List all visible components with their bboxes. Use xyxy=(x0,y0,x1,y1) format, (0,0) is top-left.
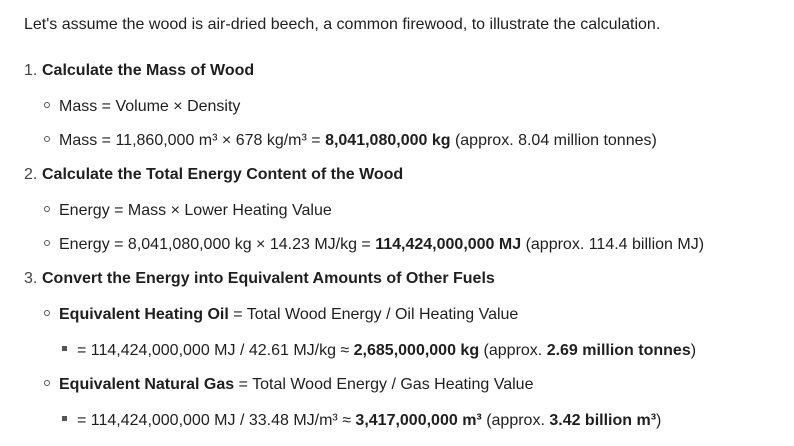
step-3-item-2-sub-mid: (approx. xyxy=(481,412,550,429)
step-3-item-2-sub-approx: 3.42 billion m³ xyxy=(549,412,657,429)
step-2-title: Calculate the Total Energy Content of the Wood xyxy=(42,166,404,183)
step-1-number: 1. xyxy=(24,62,38,79)
step-1-item-1-text: Mass = Volume × Density xyxy=(59,98,241,115)
step-2-number: 2. xyxy=(24,166,38,183)
step-3-item-2-sub-result: 3,417,000,000 m³ xyxy=(355,412,482,429)
step-3-item-1-sub-result: 2,685,000,000 kg xyxy=(353,342,480,359)
step-3-title: Convert the Energy into Equivalent Amounts of Other Fuels xyxy=(42,270,495,287)
step-3-number: 3. xyxy=(24,270,38,287)
step-2-item-1-text: Energy = Mass × Lower Heating Value xyxy=(59,202,332,219)
step-3-item-2-rest: = Total Wood Energy / Gas Heating Value xyxy=(234,376,534,393)
step-3-item-2-sub-post: ) xyxy=(656,412,662,429)
step-3-item-1-sub-mid: (approx. xyxy=(479,342,547,359)
step-3-heading xyxy=(24,268,495,290)
step-2-item-2 xyxy=(44,234,704,256)
step-1-heading xyxy=(24,60,254,82)
step-1-title: Calculate the Mass of Wood xyxy=(42,62,255,79)
step-1-item-2 xyxy=(44,130,657,152)
bullet-icon xyxy=(44,136,50,142)
step-3-item-1-sub-approx: 2.69 million tonnes xyxy=(546,342,691,359)
step-3-item-1 xyxy=(44,304,518,326)
bullet-icon xyxy=(44,380,50,386)
step-3-item-1-label: Equivalent Heating Oil xyxy=(59,306,229,323)
step-3-item-2 xyxy=(44,374,533,396)
intro-paragraph: Let's assume the wood is air-dried beech, a common firewood, to illustrate the calculation. xyxy=(24,16,661,33)
step-2-heading xyxy=(24,164,403,186)
bullet-icon xyxy=(44,206,50,212)
bullet-icon xyxy=(44,102,50,108)
step-3-item-2-label: Equivalent Natural Gas xyxy=(59,376,235,393)
step-2-item-2-pre: Energy = 8,041,080,000 kg × 14.23 MJ/kg = xyxy=(59,236,376,253)
step-3-item-1-sub-pre: = 114,424,000,000 MJ / 42.61 MJ/kg ≈ xyxy=(77,342,354,359)
step-3-item-1-sub-post: ) xyxy=(690,342,697,359)
step-2-item-1 xyxy=(44,200,332,222)
bullet-icon xyxy=(44,310,50,316)
step-1-item-2-result: 8,041,080,000 kg xyxy=(325,132,451,149)
step-3-item-2-sub-pre: = 114,424,000,000 MJ / 33.48 MJ/m³ ≈ xyxy=(77,412,356,429)
step-1-item-2-pre: Mass = 11,860,000 m³ × 678 kg/m³ = xyxy=(59,132,326,149)
step-3-item-2-sub xyxy=(62,410,661,432)
step-2-item-2-post: (approx. 114.4 billion MJ) xyxy=(521,236,705,253)
step-1-item-1 xyxy=(44,96,240,118)
step-2-item-2-result: 114,424,000,000 MJ xyxy=(375,236,522,253)
square-bullet-icon xyxy=(62,346,67,351)
square-bullet-icon xyxy=(62,416,67,421)
step-1-item-2-post: (approx. 8.04 million tonnes) xyxy=(450,132,657,149)
bullet-icon xyxy=(44,240,50,246)
step-3-item-1-sub xyxy=(62,340,696,362)
step-3-item-1-rest: = Total Wood Energy / Oil Heating Value xyxy=(228,306,519,323)
